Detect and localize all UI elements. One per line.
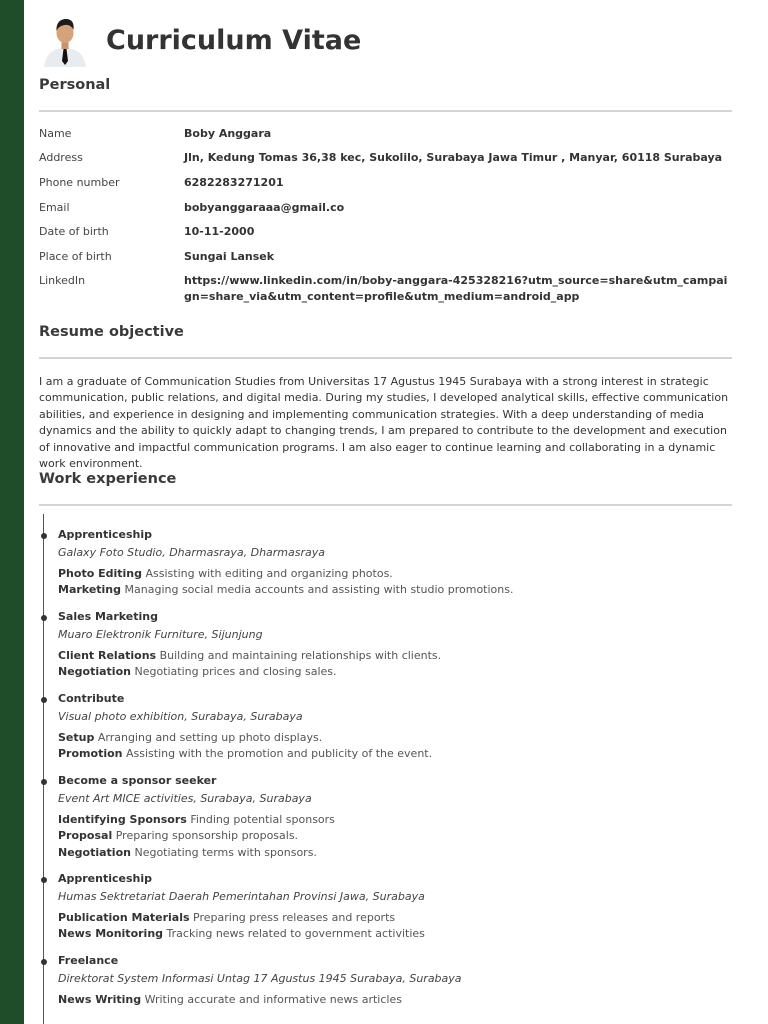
task-desc: Negotiating prices and closing sales.: [134, 665, 337, 679]
task-desc: Managing social media accounts and assisting with studio promotions.: [124, 583, 514, 597]
timeline-dot-icon: [41, 697, 47, 703]
job-entry: [58, 871, 738, 943]
info-label: Phone number: [39, 176, 120, 189]
section-title-objective: Resume objective: [39, 324, 184, 340]
task-desc: Finding potential sponsors: [190, 812, 335, 826]
task-name: Marketing: [58, 583, 122, 597]
task-desc: Preparing sponsorship proposals.: [115, 829, 299, 843]
task-item: [58, 828, 738, 844]
job-org: Direktorat System Informasi Untag 17 Agustus 1945 Surabaya, Surabaya: [58, 972, 462, 986]
timeline-dot-icon: [41, 615, 47, 621]
task-item: [58, 582, 738, 598]
task-name: Identifying Sponsors: [58, 812, 187, 826]
profile-photo-icon: [38, 13, 92, 67]
job-org: Event Art MICE activities, Surabaya, Surabaya: [58, 792, 312, 806]
job-entry: [58, 609, 738, 681]
section-divider: [39, 504, 732, 506]
task-item: [58, 566, 738, 582]
task-item: [58, 992, 738, 1008]
job-title: Apprenticeship: [58, 528, 153, 541]
task-desc: Arranging and setting up photo displays.: [97, 730, 323, 744]
task-desc: Writing accurate and informative news articles: [144, 992, 402, 1006]
job-org: Muaro Elektronik Furniture, Sijunjung: [58, 628, 263, 642]
section-divider: [39, 110, 732, 112]
info-value: Sungai Lansek: [184, 250, 275, 263]
page-title: Curriculum Vitae: [106, 24, 362, 56]
avatar: [38, 13, 92, 67]
task-item: [58, 926, 738, 942]
job-title: Sales Marketing: [58, 610, 158, 623]
job-org: Galaxy Foto Studio, Dharmasraya, Dharmasraya: [58, 546, 326, 560]
section-divider: [39, 357, 732, 359]
timeline-dot-icon: [41, 959, 47, 965]
info-label: LinkedIn: [39, 274, 86, 287]
timeline-dot-icon: [41, 779, 47, 785]
task-desc: Preparing press releases and reports: [193, 910, 396, 924]
job-entry: [58, 773, 738, 861]
timeline-dot-icon: [41, 877, 47, 883]
job-title: Apprenticeship: [58, 872, 153, 885]
linkedin-link[interactable]: https://www.linkedin.com/in/boby-anggara-425328216?utm_source=share&utm_campaign=share_via&utm_content=profile&utm_medium=android_app: [184, 274, 728, 303]
task-name: Promotion: [58, 747, 123, 761]
timeline-dot-icon: [41, 533, 47, 539]
task-name: Setup: [58, 730, 95, 744]
timeline-line: [43, 514, 44, 1024]
job-entry: [58, 953, 738, 1008]
job-org: Visual photo exhibition, Surabaya, Surabaya: [58, 710, 303, 724]
task-name: News Monitoring: [58, 927, 164, 941]
info-label: Address: [39, 151, 83, 164]
info-value: Jln, Kedung Tomas 36,38 kec, Sukolilo, Surabaya Jawa Timur , Manyar, 60118 Surabaya: [184, 151, 723, 164]
task-item: [58, 664, 738, 680]
cv-header: [38, 12, 361, 68]
info-value: 6282283271201: [184, 176, 284, 189]
task-item: [58, 648, 738, 664]
section-title-personal: Personal: [39, 77, 111, 93]
task-name: Negotiation: [58, 665, 131, 679]
task-item: [58, 910, 738, 926]
sidebar-accent-bar: [0, 0, 24, 1024]
job-title: Freelance: [58, 954, 119, 967]
task-item: [58, 845, 738, 861]
task-desc: Assisting with the promotion and publicity of the event.: [125, 747, 433, 761]
task-name: Client Relations: [58, 648, 157, 662]
info-label: Email: [39, 201, 70, 214]
info-value: 10-11-2000: [184, 225, 255, 238]
info-value: Boby Anggara: [184, 127, 272, 140]
cv-page: [24, 0, 768, 1024]
task-name: Negotiation: [58, 845, 131, 859]
task-desc: Building and maintaining relationships with clients.: [159, 648, 442, 662]
job-title: Contribute: [58, 692, 125, 705]
task-desc: Tracking news related to government activities: [166, 927, 425, 941]
task-name: Proposal: [58, 829, 113, 843]
info-label: Place of birth: [39, 250, 112, 263]
job-org: Humas Sektretariat Daerah Pemerintahan Provinsi Jawa, Surabaya: [58, 890, 425, 904]
info-value: bobyanggaraaa@gmail.co: [184, 201, 345, 214]
task-name: Photo Editing: [58, 566, 142, 580]
info-label: Name: [39, 127, 72, 140]
info-label: Date of birth: [39, 225, 109, 238]
task-desc: Negotiating terms with sponsors.: [134, 845, 317, 859]
task-name: Publication Materials: [58, 910, 190, 924]
task-item: [58, 746, 738, 762]
section-title-work: Work experience: [39, 471, 177, 487]
task-desc: Assisting with editing and organizing photos.: [145, 566, 393, 580]
task-item: [58, 812, 738, 828]
task-item: [58, 730, 738, 746]
objective-text: I am a graduate of Communication Studies from Universitas 17 Agustus 1945 Surabaya with a strong interest in strategic communication, public relations, and digital media. During my studies, I developed analytical skills, effective communication abilities, and experience in designing and implementing communication strategies. With a deep understanding of media dynamics and the ability to quickly adapt to changing trends, I am prepared to contribute to the development and execution of innovative and impactful communication programs. I am also eager to continue learning and collaborating in a dynamic work environment.: [39, 375, 729, 471]
task-name: News Writing: [58, 992, 142, 1006]
job-title: Become a sponsor seeker: [58, 774, 217, 787]
job-entry: [58, 527, 738, 599]
job-entry: [58, 691, 738, 763]
